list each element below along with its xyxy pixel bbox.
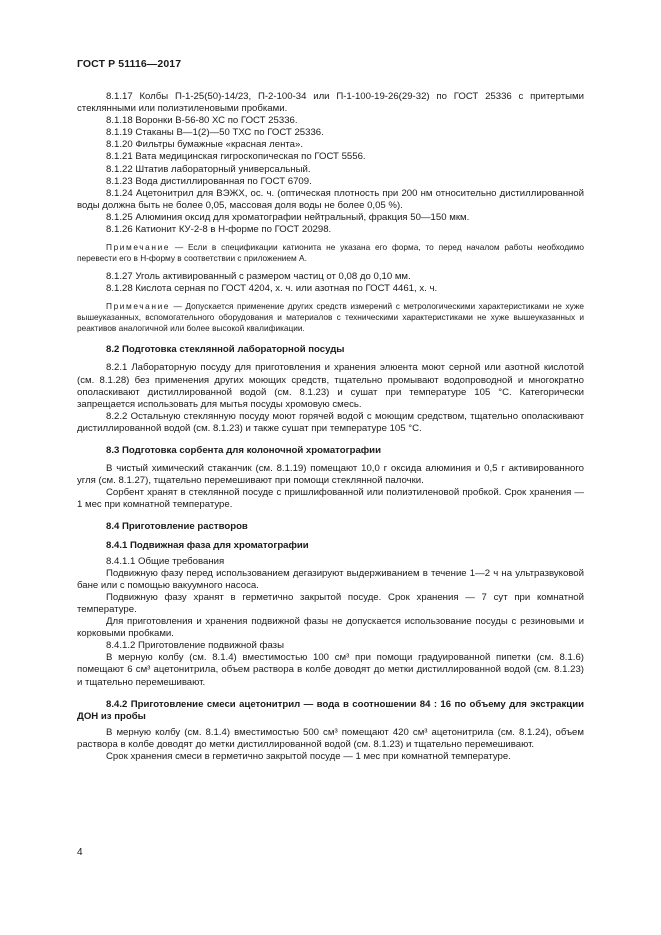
item-8-1-23: 8.1.23 Вода дистиллированная по ГОСТ 6709. bbox=[106, 175, 312, 187]
para-degassing: Подвижную фазу перед использованием дегазируют выдерживанием в течение 1—2 ч на ультразвуковой бане или с помощью вакуумного насоса. bbox=[77, 567, 584, 591]
item-8-1-27: 8.1.27 Уголь активированный с размером частиц от 0,08 до 0,10 мм. bbox=[106, 270, 411, 282]
item-8-1-28: 8.1.28 Кислота серная по ГОСТ 4204, х. ч. или азотная по ГОСТ 4461, х. ч. bbox=[106, 282, 438, 294]
note-label: Примечание bbox=[106, 242, 171, 253]
item-8-1-24: 8.1.24 Ацетонитрил для ВЭЖХ, ос. ч. (оптическая плотность при 200 нм относительно дистиллированной воды должна быть не более 0,05, массовая доля воды не более 0,05 %). bbox=[77, 187, 584, 211]
note-label: Примечание bbox=[106, 300, 171, 311]
item-8-1-25: 8.1.25 Алюминия оксид для хроматографии нейтральный, фракция 50—150 мкм. bbox=[106, 211, 470, 223]
document-body bbox=[77, 91, 584, 763]
section-8-3-heading: 8.3 Подготовка сорбента для колоночной хроматографии bbox=[106, 444, 381, 456]
para-stoppers: Для приготовления и хранения подвижной фазы не допускается использование посуды с резиновыми и корковыми пробками. bbox=[77, 616, 584, 640]
para-8-2-2: 8.2.2 Остальную стеклянную посуду моют горячей водой с моющим средством, тщательно ополаскивают дистиллированной водой (см. 8.1.23) и также сушат при температуре 105 °С. bbox=[77, 410, 584, 434]
note-cation-exchanger bbox=[77, 242, 584, 264]
section-8-4-heading: 8.4 Приготовление растворов bbox=[106, 521, 248, 533]
document-header: ГОСТ Р 51116—2017 bbox=[77, 58, 182, 70]
subsection-8-4-1-2: 8.4.1.2 Приготовление подвижной фазы bbox=[106, 640, 284, 652]
item-8-1-19: 8.1.19 Стаканы В—1(2)—50 ТХС по ГОСТ 25336. bbox=[106, 127, 324, 139]
page-number: 4 bbox=[77, 847, 83, 858]
para-8-3-1: В чистый химический стаканчик (см. 8.1.19) помещают 10,0 г оксида алюминия и 0,5 г активированного угля (см. 8.1.27), тщательно перемешивают при помощи стеклянной палочки. bbox=[77, 463, 584, 487]
para-storage: Подвижную фазу хранят в герметично закрытой посуде. Срок хранения — 7 сут при комнатной температуре. bbox=[77, 591, 584, 616]
item-8-1-26: 8.1.26 Катионит КУ-2-8 в Н-форме по ГОСТ 20298. bbox=[106, 224, 332, 236]
item-8-1-21: 8.1.21 Вата медицинская гигроскопическая по ГОСТ 5556. bbox=[106, 151, 366, 163]
para-mixture-prep: В мерную колбу (см. 8.1.4) вместимостью 500 см³ помещают 420 см³ ацетонитрила (см. 8.1.24), объем раствора в колбе доводят до метки дистиллированной водой (см. 8.1.23) и тщательно перемешивают. bbox=[77, 726, 584, 750]
note-text: — Если в спецификации катионита не указана его форма, то перед началом работы необходимо перевести его в Н-форму в соответствии с приложением А. bbox=[77, 242, 584, 264]
para-mixture-storage: Срок хранения смеси в герметично закрытой посуде — 1 мес при комнатной температуре. bbox=[106, 751, 511, 763]
subsection-8-4-1-1: 8.4.1.1 Общие требования bbox=[106, 555, 225, 567]
para-8-2-1: 8.2.1 Лабораторную посуду для приготовления и хранения элюента моют серной или азотной кислотой (см. 8.1.28) без применения других моющих средств, тщательно промывают водопроводной и многократно ополаскивают дистиллированной водой (см. 8.1.23) и сушат при температуре 105 °С. Категорически запрещается использовать для мытья посуды хромовую смесь. bbox=[77, 362, 584, 410]
para-8-3-2: Сорбент хранят в стеклянной посуде с пришлифованной или полиэтиленовой пробкой. Срок хранения — 1 мес при комнатной температуре. bbox=[77, 487, 584, 511]
section-8-4-1-heading: 8.4.1 Подвижная фаза для хроматографии bbox=[106, 539, 309, 551]
section-8-4-2-heading: 8.4.2 Приготовление смеси ацетонитрил — вода в соотношении 84 : 16 по объему для экстракции ДОН из пробы bbox=[77, 698, 584, 722]
item-8-1-22: 8.1.22 Штатив лабораторный универсальный. bbox=[106, 163, 311, 175]
note-text: — Допускается применение других средств измерений с метрологическими характеристиками не хуже вышеуказанных, вспомогательного оборудования и материалов с техническими характеристиками не хуже вышеуказанных и реактивов аналогичной или более высокой квалификации. bbox=[77, 300, 584, 334]
para-mobile-phase-prep: В мерную колбу (см. 8.1.4) вместимостью 100 см³ при помощи градуированной пипетки (см. 8.1.6) помещают 6 см³ ацетонитрила, объем раствора в колбе доводят до метки дистиллированной водой (см. 8.1.23) и тщательно перемешивают. bbox=[77, 652, 584, 688]
item-8-1-18: 8.1.18 Воронки В-56-80 ХС по ГОСТ 25336. bbox=[106, 115, 298, 127]
item-8-1-17: 8.1.17 Колбы П-1-25(50)-14/23, П-2-100-34 или П-1-100-19-26(29-32) по ГОСТ 25336 с притертыми стеклянными или полиэтиленовыми пробками. bbox=[77, 91, 584, 115]
note-equivalents bbox=[77, 301, 584, 335]
section-8-2-heading: 8.2 Подготовка стеклянной лабораторной посуды bbox=[106, 344, 345, 356]
item-8-1-20: 8.1.20 Фильтры бумажные «красная лента». bbox=[106, 139, 303, 151]
